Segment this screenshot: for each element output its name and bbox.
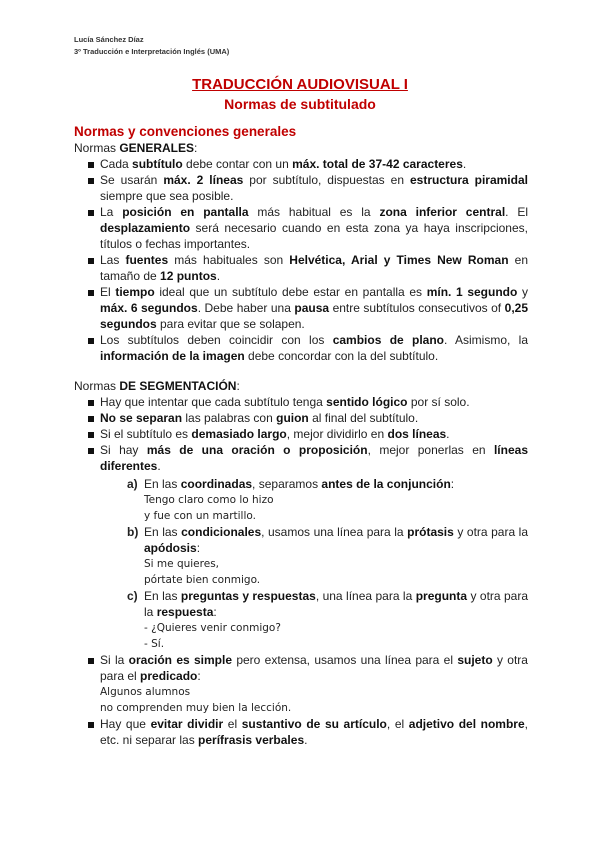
body-text: En las: [144, 589, 181, 603]
emphasis-text: No se separan: [100, 411, 183, 425]
body-text: siempre que sea posible.: [100, 189, 234, 203]
example-line: no comprenden muy bien la lección.: [100, 702, 292, 714]
emphasis-text: dos líneas: [387, 427, 447, 441]
emphasis-text: sujeto: [457, 653, 493, 667]
list-item: [74, 332, 528, 364]
list-item: [74, 442, 528, 652]
body-text: La: [100, 205, 123, 219]
emphasis-text: sentido lógico: [326, 395, 408, 409]
emphasis-text: zona inferior central: [379, 205, 506, 219]
example-line: - Sí.: [144, 638, 165, 650]
body-text: entre subtítulos consecutivos of: [329, 301, 505, 315]
body-text: en tamaño de: [100, 253, 528, 283]
list-item: [74, 410, 528, 426]
sublist-item: [100, 588, 528, 652]
document-subtitle: Normas de subtitulado: [224, 96, 376, 112]
document-title: TRADUCCIÓN AUDIOVISUAL I: [192, 76, 408, 93]
body-text: , mejor ponerlas en: [367, 443, 494, 457]
body-text: debe concordar con la del subtítulo.: [244, 349, 439, 363]
segmentation-rules-list: [74, 394, 528, 748]
emphasis-text: condicionales: [181, 525, 262, 539]
course-name: 3º Traducción e Interpretación Inglés (UMA): [74, 47, 230, 56]
body-text: pero extensa, usamos una línea para el: [232, 653, 458, 667]
emphasis-text: preguntas y respuestas: [180, 589, 316, 603]
emphasis-text: fuentes: [125, 253, 169, 267]
emphasis-text: adjetivo del nombre: [408, 717, 525, 731]
body-text: . Debe haber una: [197, 301, 295, 315]
list-item: [74, 252, 528, 284]
body-text: Se usarán: [100, 173, 164, 187]
emphasis-text: respuesta: [156, 605, 214, 619]
list-item: [74, 156, 528, 172]
body-text: y: [517, 285, 528, 299]
sublist: [100, 476, 528, 652]
general-rules-lead: Normas GENERALES:: [74, 141, 198, 155]
emphasis-text: máx. 6 segundos: [100, 301, 198, 315]
emphasis-text: perífrasis verbales: [198, 733, 305, 747]
emphasis-text: estructura piramidal: [409, 173, 528, 187]
body-text: . El: [505, 205, 528, 219]
emphasis-text: evitar dividir: [150, 717, 224, 731]
body-text: En las: [144, 477, 181, 491]
emphasis-text: coordinadas: [180, 477, 253, 491]
body-text: :: [450, 477, 455, 491]
list-item: [74, 284, 528, 332]
general-rules-list: [74, 156, 528, 364]
emphasis-text: Helvética, Arial y Times New Roman: [289, 253, 509, 267]
body-text: En las: [144, 525, 182, 539]
body-text: .: [446, 427, 450, 441]
emphasis-text: 0,25 segundos: [100, 301, 528, 331]
emphasis-text: antes de la conjunción: [321, 477, 451, 491]
emphasis-text: máx. total de 37-42 caracteres: [292, 157, 463, 171]
emphasis-text: mín. 1 segundo: [426, 285, 518, 299]
list-item-text: [100, 652, 528, 684]
document-body: [74, 140, 528, 748]
body-text: será necesario cuando en esta zona ya haya inscripciones, títulos o fechas importantes.: [100, 221, 528, 251]
emphasis-text: máx. 2 líneas: [163, 173, 244, 187]
sublist-item: [100, 524, 528, 588]
emphasis-text: subtítulo: [132, 157, 183, 171]
sublist-item: [100, 476, 528, 524]
sublist-label: b): [127, 525, 139, 539]
body-text: más habitual es la: [248, 205, 380, 219]
body-text: .: [216, 269, 221, 283]
emphasis-text: información de la imagen: [100, 349, 245, 363]
body-text: .: [304, 733, 308, 747]
body-text: al final del subtítulo.: [308, 411, 419, 425]
body-text: Si el subtítulo es: [100, 427, 192, 441]
emphasis-text: pregunta: [415, 589, 468, 603]
body-text: El: [100, 285, 116, 299]
body-text: Hay que intentar que cada subtítulo tenga: [100, 395, 327, 409]
sublist-text: [144, 524, 528, 556]
emphasis-text: 12 puntos: [160, 269, 217, 283]
body-text: Hay que: [100, 717, 151, 731]
body-text: , una línea para la: [315, 589, 416, 603]
list-item: [74, 716, 528, 748]
body-text: .: [462, 157, 467, 171]
list-item: [74, 394, 528, 410]
list-item: [74, 204, 528, 252]
emphasis-text: posición en pantalla: [122, 205, 249, 219]
emphasis-text: demasiado largo: [191, 427, 287, 441]
list-item: [74, 172, 528, 204]
body-text: :: [213, 605, 217, 619]
body-text: debe contar con un: [182, 157, 293, 171]
emphasis-text: apódosis: [144, 541, 197, 555]
emphasis-text: desplazamiento: [100, 221, 191, 235]
body-text: para evitar que se solapen.: [156, 317, 305, 331]
list-item-text: [100, 442, 528, 474]
example-line: - ¿Quieres venir conmigo?: [144, 622, 281, 634]
emphasis-text: pausa: [294, 301, 330, 315]
list-item: [74, 426, 528, 442]
body-text: , usamos una línea para la: [261, 525, 408, 539]
body-text: por subtítulo, dispuestas en: [243, 173, 410, 187]
segmentation-rules-lead: Normas DE SEGMENTACIÓN:: [74, 379, 240, 393]
body-text: , el: [386, 717, 409, 731]
body-text: :: [197, 669, 201, 683]
body-text: más habituales son: [168, 253, 290, 267]
sublist-label: a): [127, 477, 138, 491]
body-text: y otra para la: [144, 589, 529, 619]
example-line: y fue con un martillo.: [144, 510, 256, 522]
emphasis-text: sustantivo de su artículo: [241, 717, 387, 731]
author-name: Lucía Sánchez Díaz: [74, 35, 144, 44]
body-text: .: [157, 459, 161, 473]
emphasis-text: más de una oración o proposición: [146, 443, 368, 457]
body-text: ideal que un subtítulo debe estar en pantalla es: [154, 285, 427, 299]
body-text: y otra para el: [100, 653, 528, 683]
body-text: , mejor dividirlo en: [286, 427, 388, 441]
emphasis-text: cambios de plano: [332, 333, 445, 347]
emphasis-text: oración es simple: [128, 653, 232, 667]
sublist-text: [144, 588, 528, 620]
sublist-label: c): [127, 589, 138, 603]
body-text: las palabras con: [182, 411, 277, 425]
emphasis-text: predicado: [140, 669, 198, 683]
emphasis-text: líneas diferentes: [100, 443, 528, 473]
document-header: [74, 34, 229, 58]
body-text: Los subtítulos deben coincidir con los: [100, 333, 333, 347]
example-line: pórtate bien conmigo.: [144, 574, 261, 586]
body-text: el: [223, 717, 242, 731]
body-text: , etc. ni separar las: [100, 717, 528, 747]
example-line: Si me quieres,: [144, 558, 219, 570]
body-text: por sí solo.: [407, 395, 470, 409]
body-text: Cada: [100, 157, 133, 171]
section-heading: Normas y convenciones generales: [74, 124, 297, 139]
body-text: Las: [100, 253, 126, 267]
sublist-text: [144, 476, 528, 492]
body-text: . Asimismo, la: [444, 333, 528, 347]
emphasis-text: prótasis: [407, 525, 454, 539]
list-item: [74, 652, 528, 716]
example-line: Algunos alumnos: [100, 686, 191, 698]
body-text: :: [196, 541, 201, 555]
body-text: , separamos: [252, 477, 322, 491]
body-text: Si hay: [100, 443, 147, 457]
example-line: Tengo claro como lo hizo: [144, 494, 274, 506]
emphasis-text: guion: [276, 411, 309, 425]
body-text: y otra para la: [453, 525, 529, 539]
body-text: Si la: [100, 653, 129, 667]
emphasis-text: tiempo: [115, 285, 155, 299]
